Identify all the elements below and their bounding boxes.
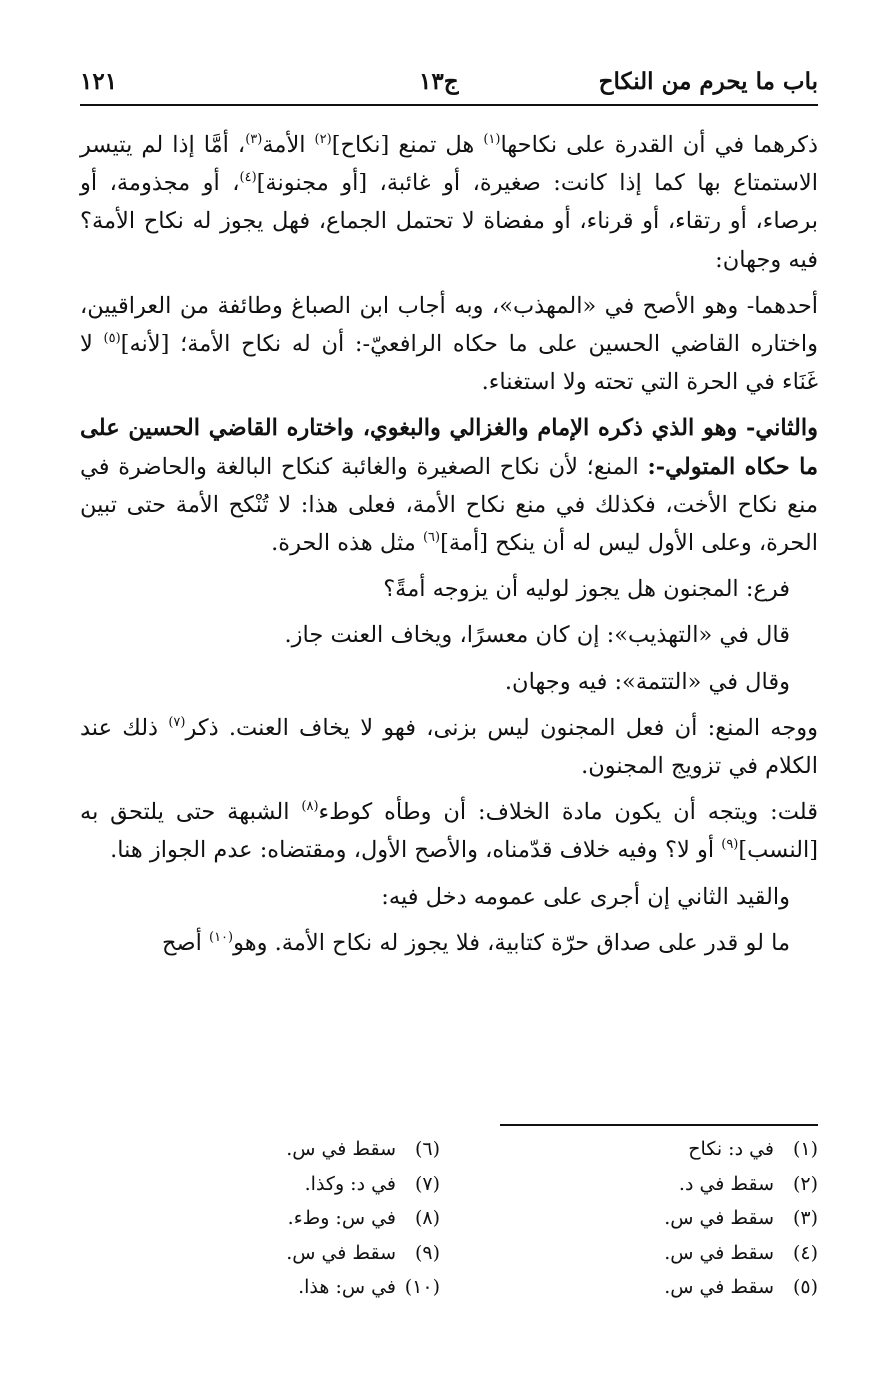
footnote: [518, 1270, 818, 1305]
footnote-marker: (٢): [314, 132, 332, 147]
footnote-number: (٧): [414, 1172, 440, 1195]
text-segment: هل تمنع [نكاح]: [331, 132, 484, 158]
paragraph: [80, 409, 818, 562]
text-segment: قال في «التهذيب»: إن كان معسرًا، ويخاف العنت جاز.: [284, 622, 790, 649]
footnote: [140, 1270, 440, 1305]
footnote: [140, 1201, 440, 1236]
footnote-marker: (٥): [103, 331, 121, 347]
footnote: [518, 1132, 818, 1167]
text-segment: ، أو مجذومة، أو برصاء، أو رتقاء، أو قرناء، أو مفضاة لا تحتمل الجماع، فهل يجوز له نكاح الأمة؟ فيه وجهان:: [80, 170, 818, 273]
footnote-text: سقط في د.: [678, 1172, 774, 1195]
footnote-text: سقط في س.: [664, 1207, 774, 1229]
footnote-text: سقط في س.: [664, 1276, 774, 1298]
text-segment: مثل هذه الحرة.: [271, 530, 423, 557]
footnote-number: (٨): [414, 1207, 440, 1229]
text-segment: ذكرهما في أن القدرة على نكاحها: [500, 132, 818, 158]
paragraph: [80, 616, 818, 654]
text-segment: أصح: [161, 929, 209, 956]
footnote: [518, 1201, 818, 1236]
text-segment: أحدهما- وهو الأصح في «المهذب»، وبه أجاب ابن الصباغ وطائفة من العراقيين، واختاره القاضي الحسين على ما حكاه الرافعيّ-: أن له نكاح الأمة؛ [لأنه]: [80, 292, 819, 358]
footnote-text: في س: وطء.: [287, 1207, 396, 1229]
text-segment: ما لو قدر على صداق حرّة كتابية، فلا يجوز له نكاح الأمة. وهو: [233, 929, 790, 956]
running-header: [80, 60, 818, 106]
footnote-text: سقط في س.: [286, 1241, 396, 1264]
footnote-text: في د: وكذا.: [304, 1172, 396, 1195]
footnote: [518, 1236, 818, 1271]
body-text: [80, 126, 818, 970]
footnotes-column-left: [140, 1132, 440, 1305]
paragraph: [80, 126, 818, 279]
footnote-number: (١): [792, 1138, 818, 1160]
footnote-number: (٩): [414, 1241, 440, 1264]
footnote-text: سقط في س.: [664, 1241, 774, 1264]
footnote-number: (٦): [414, 1138, 440, 1160]
footnote-text: في س: هذا.: [298, 1276, 396, 1298]
footnote-marker: (٩): [721, 837, 739, 853]
footnote-marker: (١): [483, 132, 501, 147]
footnote-number: (٤): [792, 1241, 818, 1264]
footnote: [140, 1132, 440, 1167]
footnote-text: سقط في س.: [286, 1138, 396, 1160]
text-segment: قلت: ويتجه أن يكون مادة الخلاف: أن وطأه كوطء: [318, 799, 818, 826]
paragraph: [80, 709, 818, 785]
footnote-number: (٥): [792, 1276, 818, 1298]
footnote-number: (٣): [792, 1207, 818, 1229]
text-segment: أو لا؟ وفيه خلاف قدّمناه، والأصح الأول، ومقتضاه: عدم الجواز هنا.: [110, 837, 722, 864]
paragraph: [80, 663, 818, 701]
footnote-text: في د: نكاح: [688, 1138, 774, 1160]
footnote-divider: [500, 1124, 818, 1126]
text-segment: ذلك عند الكلام في تزويج المجنون.: [80, 714, 818, 780]
footnote-marker: (٧): [168, 714, 186, 730]
footnotes-column-right: [518, 1132, 818, 1305]
volume-number: ج١٣: [419, 68, 459, 95]
footnote-marker: (٤): [239, 170, 257, 186]
footnote-number: (١٠): [404, 1276, 440, 1298]
text-segment: والقيد الثاني إن أجرى على عمومه دخل فيه:: [381, 883, 790, 910]
footnote: [140, 1167, 440, 1202]
text-segment: الأمة: [262, 132, 315, 158]
text-segment: فرع: المجنون هل يجوز لوليه أن يزوجه أمةً؟: [383, 576, 790, 603]
footnote-marker: (٣): [245, 132, 263, 147]
footnote-marker: (١٠): [208, 929, 234, 945]
text-segment: لا غَنَاء في الحرة التي تحته ولا استغناء.: [80, 331, 818, 396]
paragraph: [80, 878, 818, 916]
text-segment: وقال في «التتمة»: فيه وجهان.: [504, 668, 790, 695]
paragraph: [80, 570, 818, 608]
footnote-marker: (٨): [301, 799, 319, 815]
bold-text: والثاني- وهو الذي ذكره الإمام والغزالي والبغوي، واختاره القاضي الحسين على ما حكاه المتولي-:: [80, 415, 818, 480]
text-segment: الشبهة حتى يلتحق به [النسب]: [80, 799, 818, 864]
chapter-title: باب ما يحرم من النكاح: [598, 68, 818, 95]
text-segment: ووجه المنع: أن فعل المجنون ليس بزنى، فهو لا يخاف العنت. ذكر: [185, 714, 819, 741]
text-segment: ، أمَّا إذا لم يتيسر الاستمتاع بها كما إذا كانت: صغيرة، أو غائبة، [أو مجنونة]: [80, 132, 818, 197]
text-segment: المنع؛ لأن نكاح الصغيرة والغائبة كنكاح البالغة والحاضرة في منع نكاح الأخت، فكذلك في منع نكاح الأمة، فعلى هذا: لا تُنْكح الأمة حتى تبين الحرة، وعلى الأول ليس له أن ينكح [أمة]: [80, 453, 818, 557]
footnote: [140, 1236, 440, 1271]
paragraph: [80, 924, 818, 962]
footnote-number: (٢): [792, 1172, 818, 1195]
page-number: ١٢١: [80, 68, 118, 95]
footnote-marker: (٦): [422, 530, 441, 546]
paragraph: [80, 793, 818, 869]
paragraph: [80, 287, 818, 402]
footnote: [518, 1167, 818, 1202]
